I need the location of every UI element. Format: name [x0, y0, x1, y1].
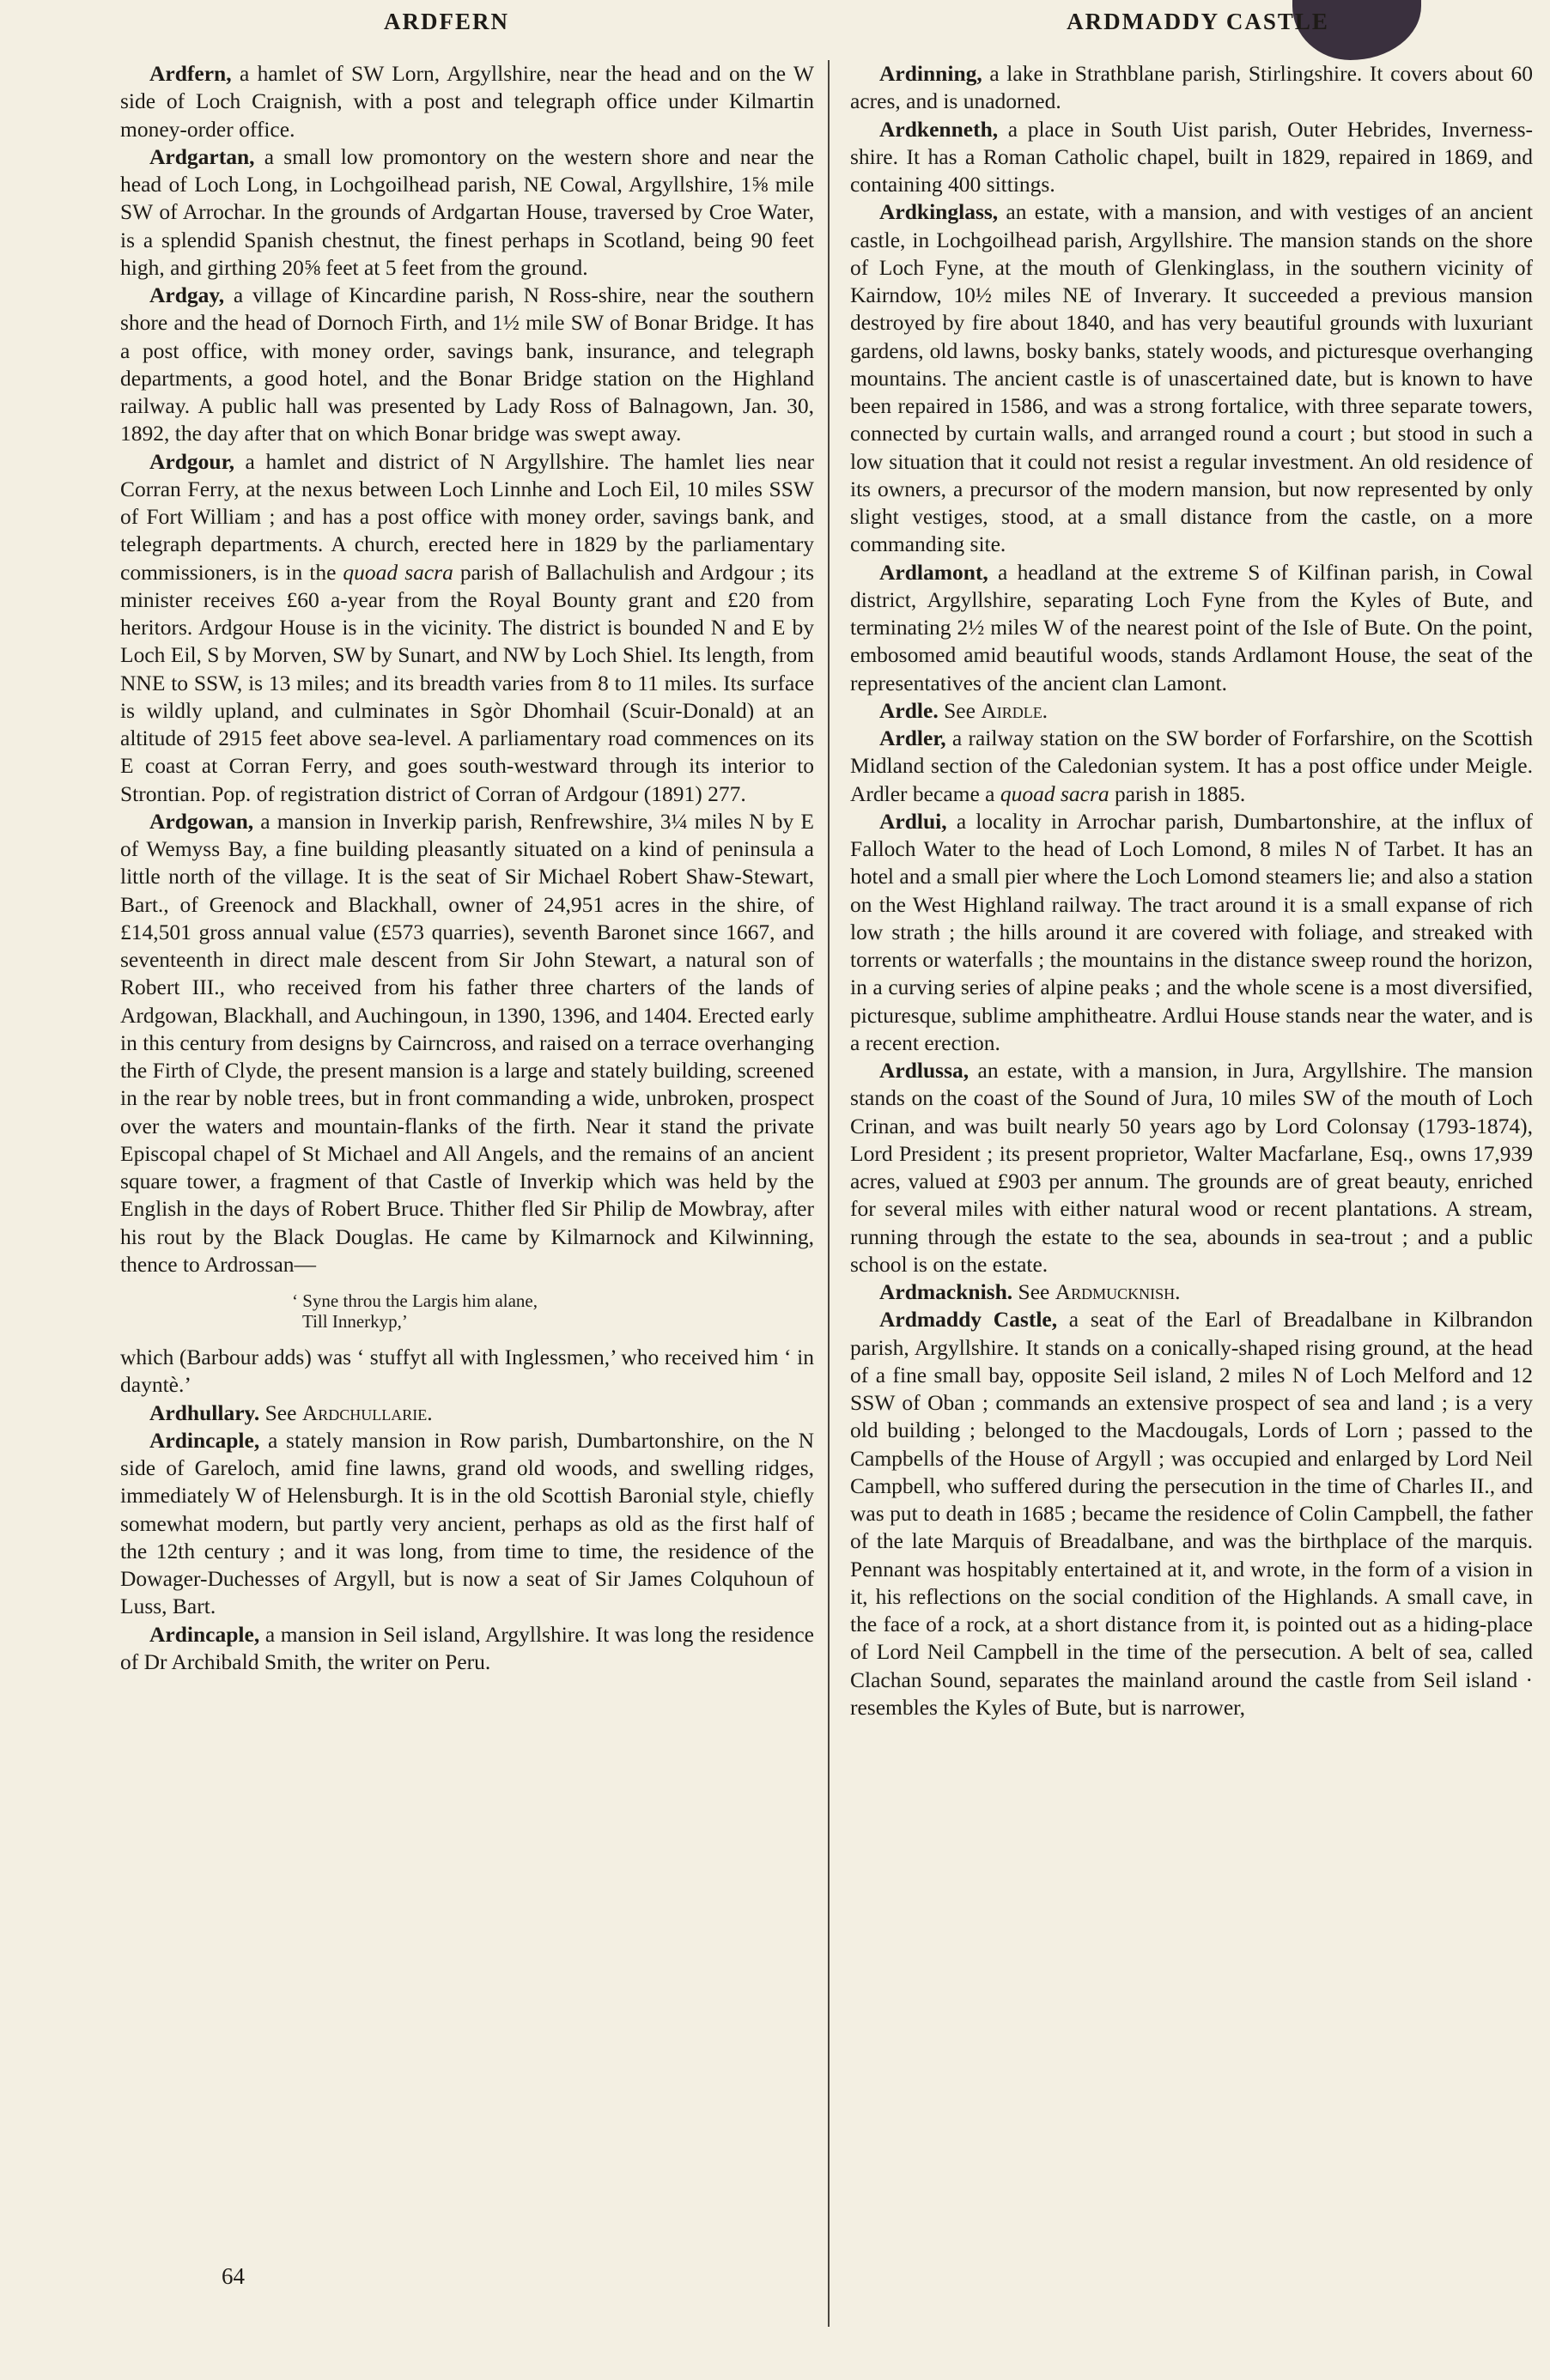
- entry-continuation: which (Barbour adds) was ‘ stuffyt all with Inglessmen,’ who received him ‘ in dayntè.’: [120, 1345, 814, 1398]
- headword: Ardlamont,: [879, 559, 988, 585]
- entry-text: a stately mansion in Row parish, Dumbartonshire, on the N side of Gareloch, amid fine lawns, grand old woods, and swelling ridges, immediately W of Helensburgh. It is in the old Scottish Baronial style, chiefly somewhat modern, but partly very ancient, perhaps as old as the first half of the 12th century ; and it was long, from time to time, the residence of the Dowager-Duchesses of Argyll, but is now a seat of Sir James Colquhoun of Luss, Bart.: [120, 1427, 814, 1619]
- entry-text: a small low promontory on the western shore and near the head of Loch Long, in Lochgoilhead parish, NE Cowal, Argyllshire, 1⅝ mile SW of Arrochar. In the grounds of Ardgartan House, traversed by Croe Water, is a splendid Spanish chestnut, the finest perhaps in Scotland, being 90 feet high, and girthing 20⅝ feet at 5 feet from the ground.: [120, 143, 814, 280]
- entry-text: parish in 1885.: [1109, 780, 1246, 806]
- entry-text: a mansion in Seil island, Argyllshire. It was long the residence of Dr Archibald Smith, the writer on Peru.: [120, 1621, 814, 1674]
- headword: Ardler,: [879, 726, 946, 750]
- running-header-right: ARDMADDY CASTLE: [1067, 9, 1329, 34]
- headword: Ardhullary.: [149, 1399, 260, 1425]
- headword: Ardgartan,: [149, 143, 255, 169]
- entry-text: a lake in Strathblane parish, Stirlingshire. It covers about 60 acres, and is unadorned.: [850, 61, 1533, 114]
- entry-ardmaddy-castle: [850, 1306, 1533, 1721]
- entry-text: a hamlet of SW Lorn, Argyllshire, near the head and on the W side of Loch Craignish, with a post and telegraph office under Kilmartin money-order office.: [120, 61, 814, 142]
- cross-reference: Airdle.: [981, 697, 1049, 723]
- see-text: See: [259, 1399, 302, 1425]
- headword: Ardinning,: [879, 61, 982, 86]
- left-column: [120, 60, 814, 1676]
- see-text: See: [938, 697, 982, 723]
- entry-ardgartan: [120, 143, 814, 282]
- entry-text: an estate, with a mansion, in Jura, Argyllshire. The mansion stands on the coast of the Sound of Jura, 10 miles SW of the mouth of Loch Crinan, and was built nearly 50 years ago by Lord Colonsay (1793-1874), Lord President ; its present proprietor, Walter Macfarlane, Esq., owns 17,939 acres, valued at £903 per annum. The grounds are of great beauty, enriched for several miles with either natural wood or recent plantations. A stream, running through the estate to the sea, abounds in sea-trout ; and a public school is on the estate.: [850, 1058, 1533, 1277]
- headword: Ardmaddy Castle,: [879, 1307, 1058, 1333]
- entry-ardhullary: [120, 1399, 814, 1427]
- entry-ardgowan: [120, 808, 814, 1278]
- entry-text: an estate, with a mansion, and with vestiges of an ancient castle, in Lochgoilhead parish, Argyllshire. The mansion stands on the shore of Loch Fyne, at the mouth of Glenkinglass, in the southern vicinity of Kairndow, 10½ miles NE of Inverary. It succeeded a previous mansion destroyed by fire about 1840, and has very beautiful grounds with luxuriant gardens, old lawns, bosky banks, stately woods, and picturesque overhanging mountains. The ancient castle is of unascertained date, but is known to have been repaired in 1586, and was a strong fortalice, with three separate towers, connected by curtain walls, and arranged round a court ; but stood in such a low situation that it could not resist a regular investment. An old residence of its owners, a precursor of the modern mansion, but now represented by only slight vestiges, stood, at a small distance from the castle, on a more commanding site.: [850, 199, 1533, 557]
- entry-text: a hamlet and district of N Argyllshire. The hamlet lies near Corran Ferry, at the nexus between Loch Linnhe and Loch Eil, 10 miles SSW of Fort William ; and has a post office with money order, savings bank, and telegraph departments. A church, erected here in 1829 by the parliamentary commissioners, is in the: [120, 448, 814, 585]
- entry-ardgay: [120, 282, 814, 448]
- entry-text: a mansion in Inverkip parish, Renfrewshire, 3¼ miles N by E of Wemyss Bay, a fine building pleasantly situated on a kind of peninsula a little north of the village. It is the seat of Sir Michael Robert Shaw-Stewart, Bart., of Greenock and Blackhall, owner of 24,951 acres in the shire, of £14,501 gross annual value (£573 quarries), seventh Baronet since 1667, and seventeenth in direct male descent from Sir John Stewart, a natural son of Robert III., who received from his father three charters of the lands of Ardgowan, Blackhall, and Auchingoun, in 1390, 1396, and 1404. Erected early in this century from designs by Cairncross, and raised on a terrace overhanging the Firth of Clyde, the present mansion is a large and stately building, screened in the rear by noble trees, but in front commanding a wide, unbroken, prospect over the waters and mountain-flanks of the firth. Near it stand the private Episcopal chapel of St Michael and All Angels, and the remains of an ancient square tower, a fragment of that Castle of Inverkip which was held by the English in the days of Robert Bruce. Thither fled Sir Philip de Mowbray, after his rout by the Black Douglas. He came by Kilmarnock and Kilwinning, thence to Ardrossan—: [120, 808, 814, 1277]
- headword: Ardmacknish.: [879, 1279, 1013, 1304]
- entry-ardlui: [850, 808, 1533, 1057]
- entry-ardincaple-row: [120, 1427, 814, 1621]
- verse-line: Till Innerkyp,’: [302, 1311, 408, 1332]
- entry-ardkenneth: [850, 116, 1533, 199]
- verse-line: ‘ Syne throu the Largis him alane,: [292, 1290, 538, 1311]
- headword: Ardlussa,: [879, 1058, 970, 1083]
- entry-ardlussa: [850, 1057, 1533, 1278]
- verse-quotation: [292, 1290, 814, 1332]
- entry-ardinning: [850, 60, 1533, 116]
- entry-ardlamont: [850, 559, 1533, 697]
- entry-text: a seat of the Earl of Breadalbane in Kilbrandon parish, Argyllshire. It stands on a conically-shaped rising ground, at the head of a fine small bay, opposite Seil island, 2 miles N of Loch Melford and 12 SSW of Oban ; commands an extensive prospect of sea and land ; is a very old building ; belonged to the Macdougals, Lords of Lorn ; passed to the Campbells of the House of Argyll ; was occupied and enlarged by Lord Neil Campbell, who suffered during the persecution in the time of Charles II., and was put to death in 1685 ; became the residence of Colin Campbell, the father of the late Marquis of Breadalbane, and was the birthplace of the marquis. Pennant was hospitably entertained at it, and wrote, in the form of a vision in it, his reflections on the social condition of the Highlands. A small cave, in the face of a rock, at a short distance from it, is pointed out as a hiding-place of Lord Neil Campbell in the time of the persecution. A belt of sea, called Clachan Sound, separates the mainland around the castle from Seil island · resembles the Kyles of Bute, but is narrower,: [850, 1307, 1533, 1720]
- italic-term: quoad sacra: [1000, 780, 1109, 806]
- headword: Ardlui,: [879, 808, 947, 834]
- right-column: [850, 60, 1533, 1721]
- entry-ardler: [850, 725, 1533, 808]
- entry-ardkinglass: [850, 198, 1533, 558]
- cross-reference: Ardchullarie.: [301, 1399, 433, 1425]
- entry-ardincaple-seil: [120, 1621, 814, 1677]
- see-text: See: [1012, 1279, 1055, 1304]
- headword: Ardincaple,: [149, 1621, 260, 1647]
- headword: Ardincaple,: [149, 1427, 260, 1453]
- headword: Ardgowan,: [149, 808, 254, 834]
- headword: Ardfern,: [149, 61, 232, 86]
- entry-text: parish of Ballachulish and Ardgour ; its minister receives £60 a-year from the Royal Bounty grant and £20 from heritors. Ardgour House is in the vicinity. The district is bounded N and E by Loch Eil, S by Morven, SW by Sunart, and NW by Loch Shiel. Its length, from NNE to SSW, is 13 miles; and its breadth varies from 8 to 11 miles. Its surface is wildly upland, and culminates in Sgòr Dhomhail (Scuir-Donald) at an altitude of 2915 feet above sea-level. A parliamentary road commences on its E coast at Corran Ferry, and goes south-westward through its interior to Strontian. Pop. of registration district of Corran of Ardgour (1891) 277.: [120, 559, 814, 806]
- entry-text: a locality in Arrochar parish, Dumbartonshire, at the influx of Falloch Water to the head of Loch Lomond, 8 miles N of Tarbet. It has an hotel and a small pier where the Loch Lomond steamers lie; and also a station on the West Highland railway. The tract around it is a small expanse of rich low strath ; the hills around it are covered with foliage, and streaked with torrents or waterfalls ; the mountains in the distance sweep round the horizon, in a curving series of alpine peaks ; and the whole scene is a most diversified, picturesque, sublime amphitheatre. Ardlui House stands near the water, and is a recent erection.: [850, 808, 1533, 1055]
- entry-text: a railway station on the SW border of Forfarshire, on the Scottish Midland section of the Caledonian system. It has a post office under Meigle. Ardler became a: [850, 726, 1533, 806]
- headword: Ardgay,: [149, 282, 225, 307]
- column-rule: [828, 60, 830, 2327]
- entry-ardfern: [120, 60, 814, 143]
- entry-text: a village of Kincardine parish, N Ross-shire, near the southern shore and the head of Dornoch Firth, and 1½ mile SW of Bonar Bridge. It has a post office, with money order, savings bank, insurance, and telegraph departments, a good hotel, and the Bonar Bridge station on the Highland railway. A public hall was presented by Lady Ross of Balnagown, Jan. 30, 1892, the day after that on which Bonar bridge was swept away.: [120, 282, 814, 446]
- entry-ardgour: [120, 448, 814, 808]
- entry-ardmacknish: [850, 1278, 1533, 1306]
- entry-text: a headland at the extreme S of Kilfinan parish, in Cowal district, Argyllshire, separating Loch Fyne from the Kyles of Bute, and terminating 2½ miles W of the nearest point of the Isle of Bute. On the point, embosomed amid beautiful woods, stands Ardlamont House, the seat of the representatives of the ancient clan Lamont.: [850, 559, 1533, 695]
- page-number: 64: [222, 2263, 245, 2289]
- headword: Ardkinglass,: [879, 199, 999, 225]
- running-header-left: ARDFERN: [384, 9, 509, 34]
- headword: Ardle.: [879, 697, 939, 723]
- cross-reference: Ardmucknish.: [1055, 1279, 1181, 1304]
- headword: Ardgour,: [149, 448, 234, 474]
- entry-ardle: [850, 697, 1533, 725]
- headword: Ardkenneth,: [879, 116, 999, 142]
- italic-term: quoad sacra: [343, 559, 453, 585]
- entry-text: a place in South Uist parish, Outer Hebrides, Inverness-shire. It has a Roman Catholic chapel, built in 1829, repaired in 1869, and containing 400 sittings.: [850, 116, 1533, 197]
